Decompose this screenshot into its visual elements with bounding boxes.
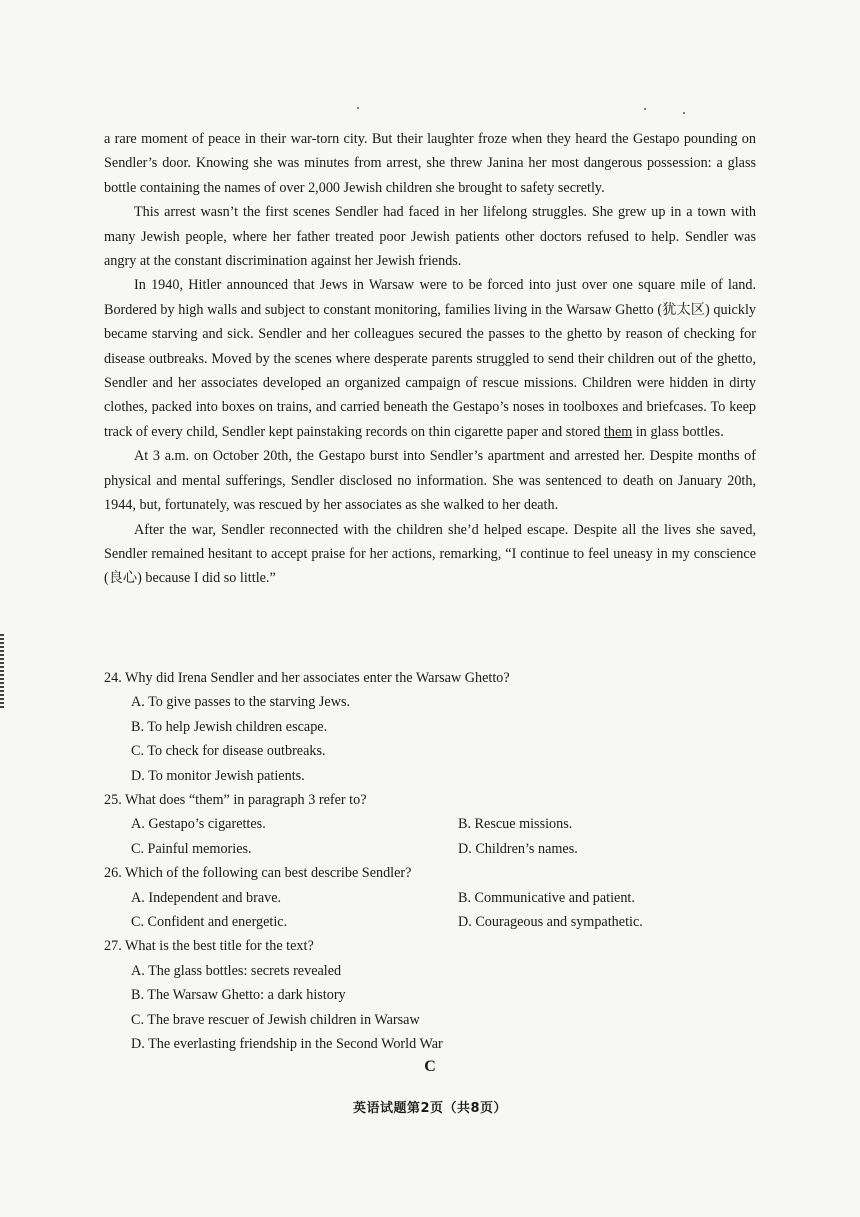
option-26-a: A. Independent and brave. xyxy=(131,889,282,906)
scan-speck xyxy=(644,108,646,110)
paragraph-2: This arrest wasn’t the first scenes Sendler had faced in her lifelong struggles. She grew up in a town with many Jewish people, where her father treated poor Jewish patients other doctors refused to help. Sendler was angry at the constant discrimination against her Jewish friends. xyxy=(104,204,756,270)
page-footer: 英语试题第2页（共8页） xyxy=(352,1101,508,1116)
question-26: 26. Which of the following can best describe Sendler? xyxy=(104,865,412,882)
paragraph-3 xyxy=(104,273,756,444)
option-25-a: A. Gestapo’s cigarettes. xyxy=(131,816,266,833)
options-26-row-2 xyxy=(104,910,756,934)
option-27-a: A. The glass bottles: secrets revealed xyxy=(131,962,342,979)
options-25-row-2 xyxy=(104,837,756,861)
options-25-row-1 xyxy=(104,812,756,836)
option-26-d: D. Courageous and sympathetic. xyxy=(458,914,643,931)
paragraph-1: a rare moment of peace in their war-torn city. But their laughter froze when they heard the Gestapo pounding on Sendler’s door. Knowing she was minutes from arrest, she threw Janina her most dangerous possession: a glass bottle containing the names of over 2,000 Jewish children she brought to safety secretly. xyxy=(104,131,756,196)
question-24: 24. Why did Irena Sendler and her associates enter the Warsaw Ghetto? xyxy=(104,670,510,686)
question-27: 27. What is the best title for the text? xyxy=(104,938,314,955)
options-26-row-1 xyxy=(104,886,756,910)
paragraph-3-end: in glass bottles. xyxy=(632,423,724,440)
paragraph-5: After the war, Sendler reconnected with the children she’d helped escape. Despite all the lives she saved, Sendler remained hesitant to accept praise for her actions, remarking, “I continue to feel uneasy in my conscience (良心) because I did so little.” xyxy=(104,521,756,587)
questions xyxy=(104,666,756,1057)
question-25: 25. What does “them” in paragraph 3 refer to? xyxy=(104,792,367,809)
reading-passage xyxy=(104,127,756,591)
option-27-d: D. The everlasting friendship in the Second World War xyxy=(131,1036,443,1053)
option-25-b: B. Rescue missions. xyxy=(458,816,573,833)
option-27-b: B. The Warsaw Ghetto: a dark history xyxy=(131,987,346,1004)
option-27-c: C. The brave rescuer of Jewish children in Warsaw xyxy=(131,1011,420,1028)
paragraph-3-text: In 1940, Hitler announced that Jews in Warsaw were to be forced into just over one square mile of land. Bordered by high walls and subject to constant monitoring, families living in the Warsaw Ghetto (犹太区) quickly became starving and sick. Sendler and her colleagues secured the passes to the ghetto by reason of checking for disease outbreaks. Moved by the scenes where desperate parents struggled to send their children out of the ghetto, Sendler and her associates developed an organized campaign of rescue missions. Children were hidden in dirty clothes, packed into boxes on trains, and carried beneath the Gestapo’s noses in toolboxes and briefcases. To keep track of every child, Sendler kept painstaking records on thin cigarette paper and stored xyxy=(104,277,756,440)
section-heading: C xyxy=(424,1058,436,1075)
option-24-d: D. To monitor Jewish patients. xyxy=(131,767,305,784)
underlined-word: them xyxy=(603,423,633,440)
paragraph-4: At 3 a.m. on October 20th, the Gestapo burst into Sendler’s apartment and arrested her. Despite months of physical and mental sufferings, Sendler disclosed no information. She was sentenced to death on January 20th, 1944, but, fortunately, was rescued by her associates as she walked to her death. xyxy=(104,448,756,514)
option-24-a: A. To give passes to the starving Jews. xyxy=(131,694,351,711)
option-25-c: C. Painful memories. xyxy=(131,840,252,857)
option-24-b: B. To help Jewish children escape. xyxy=(131,718,328,735)
option-26-b: B. Communicative and patient. xyxy=(458,889,635,906)
binding-margin-mark xyxy=(0,634,4,710)
scan-speck xyxy=(683,112,685,114)
option-26-c: C. Confident and energetic. xyxy=(131,914,288,931)
option-24-c: C. To check for disease outbreaks. xyxy=(131,743,326,760)
scan-speck xyxy=(357,107,359,109)
option-25-d: D. Children’s names. xyxy=(458,840,578,857)
